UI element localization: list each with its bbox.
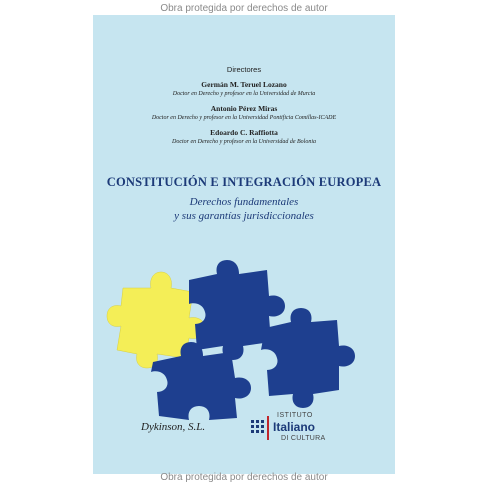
puzzle-piece-blue-right: [261, 308, 355, 408]
director-name: Germán M. Teruel Lozano: [201, 80, 287, 89]
subtitle-line-2: y sus garantías jurisdiccionales: [174, 210, 314, 222]
institute-line-1: ISTITUTO: [277, 412, 313, 419]
book-title: CONSTITUCIÓN E INTEGRACIÓN EUROPEA: [106, 175, 382, 189]
institute-line-3: DI CULTURA: [281, 435, 326, 442]
director-name: Antonio Pérez Miras: [210, 104, 278, 113]
book-cover: [93, 15, 395, 474]
directors-block: [93, 65, 395, 152]
institute-line-2: Italiano: [273, 420, 316, 434]
director-role: Doctor en Derecho y profesor en la Universidad Pontificia Comillas-ICADE: [151, 115, 337, 121]
institute-grid-icon: [251, 416, 271, 440]
director-name: Edoardo C. Raffiotta: [210, 128, 278, 137]
director-role: Doctor en Derecho y profesor en la Universidad de Murcia: [172, 91, 316, 97]
book-subtitle: [93, 195, 395, 223]
directors-heading: Directores: [226, 65, 262, 74]
publisher-logo: Dykinson, S.L.: [141, 421, 206, 433]
subtitle-line-1: Derechos fundamentales: [189, 196, 299, 208]
puzzle-illustration: [93, 240, 395, 420]
copyright-watermark-top: Obra protegida por derechos de autor: [160, 3, 328, 14]
director-role: Doctor en Derecho y profesor en la Universidad de Bolonia: [171, 139, 317, 145]
institute-logo: [251, 410, 371, 450]
copyright-watermark-bottom: Obra protegida por derechos de autor: [160, 472, 328, 483]
